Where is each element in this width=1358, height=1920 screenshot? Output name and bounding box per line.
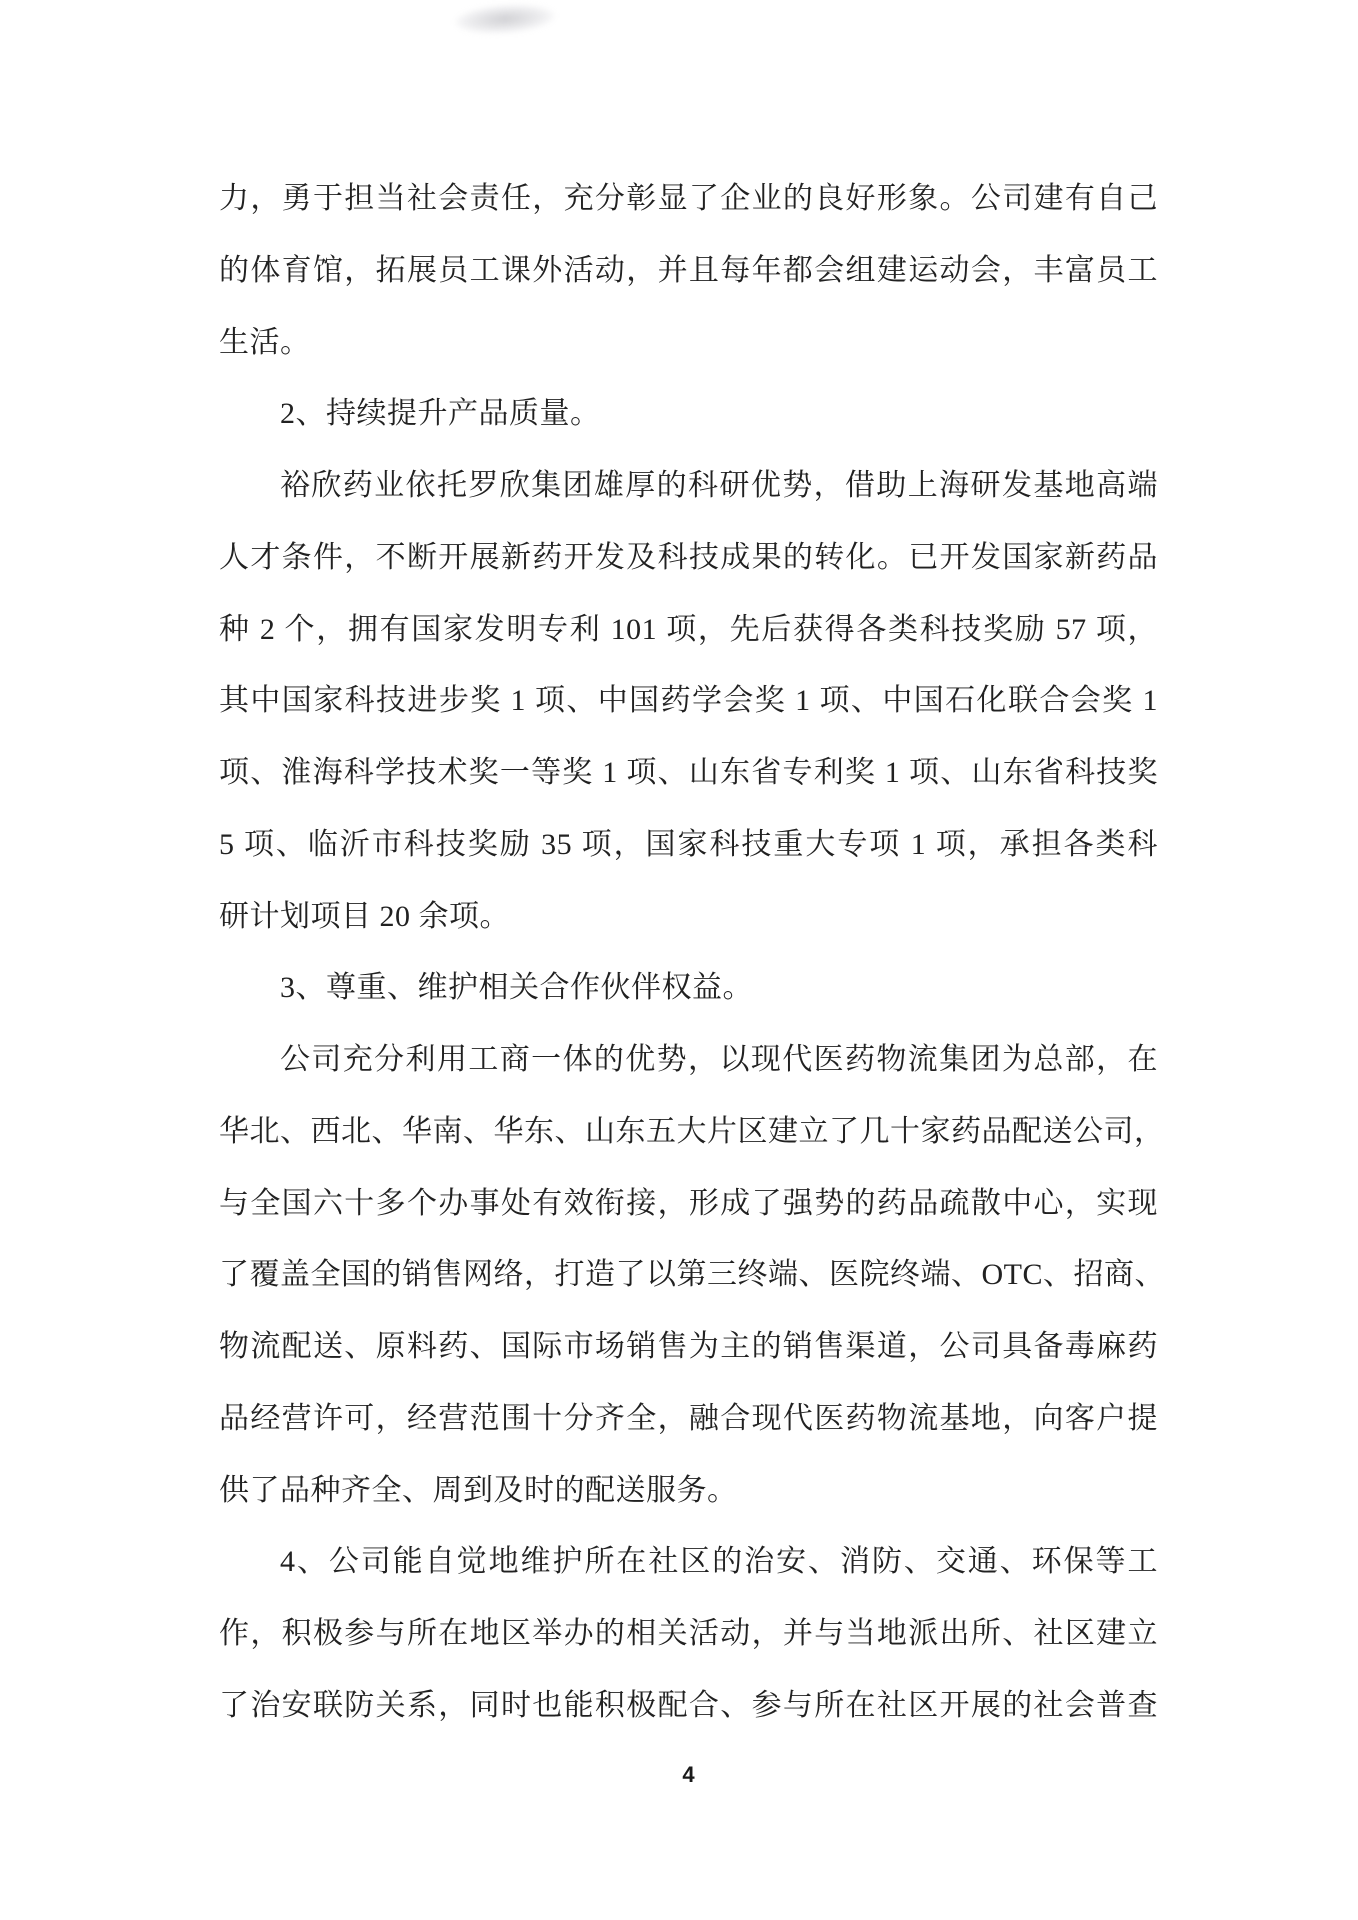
text-line: 了治安联防关系，同时也能积极配合、参与所在社区开展的社会普查	[219, 1688, 1158, 1722]
text-line: 品经营许可，经营范围十分齐全，融合现代医药物流基地，向客户提	[219, 1401, 1158, 1435]
text-line: 物流配送、原料药、国际市场销售为主的销售渠道，公司具备毒麻药	[219, 1330, 1158, 1363]
text-line: 生活。	[219, 325, 311, 359]
text-line-heading: 3、尊重、维护相关合作伙伴权益。	[280, 971, 753, 1005]
text-line: 华北、西北、华南、华东、山东五大片区建立了几十家药品配送公司，	[219, 1114, 1165, 1148]
text-line: 4、公司能自觉地维护所在社区的治安、消防、交通、环保等工	[280, 1545, 1158, 1579]
text-line: 的体育馆，拓展员工课外活动，并且每年都会组建运动会，丰富员工	[219, 253, 1158, 287]
text-line: 力，勇于担当社会责任，充分彰显了企业的良好形象。公司建有自己	[219, 182, 1158, 215]
text-line-heading: 2、持续提升产品质量。	[280, 397, 601, 431]
text-line: 其中国家科技进步奖 1 项、中国药学会奖 1 项、中国石化联合会奖 1	[219, 684, 1158, 718]
text-line: 项、淮海科学技术奖一等奖 1 项、山东省专利奖 1 项、山东省科技奖	[219, 756, 1158, 789]
scan-smudge-artifact	[454, 2, 556, 37]
page-number: 4	[682, 1762, 695, 1787]
text-line: 人才条件，不断开展新药开发及科技成果的转化。已开发国家新药品	[219, 540, 1158, 574]
text-line: 公司充分利用工商一体的优势，以现代医药物流集团为总部，在	[280, 1043, 1158, 1076]
text-line: 供了品种齐全、周到及时的配送服务。	[219, 1473, 738, 1507]
text-line: 了覆盖全国的销售网络，打造了以第三终端、医院终端、OTC、招商、	[219, 1258, 1165, 1292]
text-line: 种 2 个，拥有国家发明专利 101 项，先后获得各类科技奖励 57 项，	[219, 612, 1158, 646]
text-line: 作，积极参与所在地区举办的相关活动，并与当地派出所、社区建立	[219, 1617, 1158, 1650]
text-line: 与全国六十多个办事处有效衔接，形成了强势的药品疏散中心，实现	[219, 1186, 1158, 1220]
text-line: 裕欣药业依托罗欣集团雄厚的科研优势，借助上海研发基地高端	[280, 469, 1158, 502]
text-line: 5 项、临沂市科技奖励 35 项，国家科技重大专项 1 项，承担各类科	[219, 827, 1158, 861]
document-body	[219, 163, 1165, 1742]
text-line: 研计划项目 20 余项。	[219, 899, 510, 933]
